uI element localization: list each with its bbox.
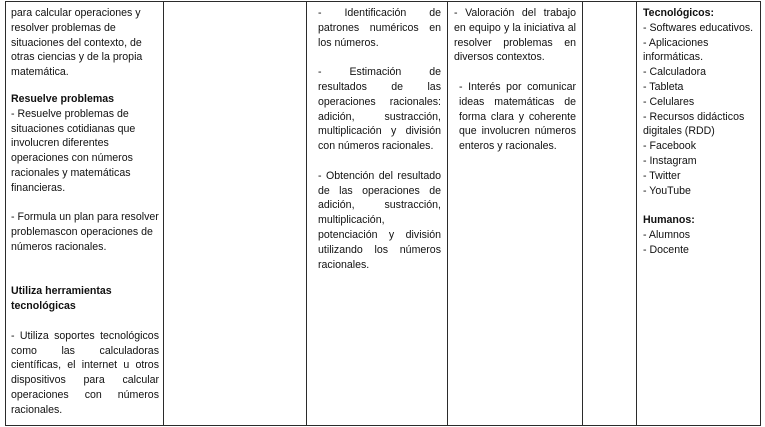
intro-text: para calcular operaciones y resolver problemas de situaciones del contexto, de otras ciencias y de la propia matemática. (11, 7, 143, 79)
list-item: - Docente (643, 243, 689, 256)
list-item: - Recursos didácticos digitales (RDD) (643, 110, 745, 138)
list-item: - Tableta (643, 80, 684, 93)
content-cell (307, 2, 448, 426)
table-row (6, 2, 761, 426)
capacities-cell (6, 2, 164, 426)
list-item: - Facebook (643, 140, 696, 153)
resuelve-heading: Resuelve problemas (11, 92, 115, 105)
tech-resources-heading: Tecnológicos: (643, 7, 715, 19)
resuelve-item-1: - Resuelve problemas de situaciones cotidianas que involucren diferentes operaciones con números racionales y matemáticas financieras. (11, 107, 136, 194)
list-item: - Alumnos (643, 228, 691, 241)
tech-resources-list (643, 21, 754, 199)
planning-table (5, 1, 761, 426)
list-item: - Instagram (643, 154, 697, 167)
herramientas-item-1: - Utiliza soportes tecnológicos como las calculadoras científicas, el internet u otros dispositivos para calcular operaciones con números racionales. (11, 329, 159, 416)
resources-cell (637, 2, 761, 426)
list-item: - Aplicaciones informáticas. (643, 36, 709, 64)
attitudes-cell (448, 2, 583, 426)
human-resources-heading: Humanos: (643, 214, 695, 227)
attitude-item-2: - Interés por comunicar ideas matemáticas de forma clara y coherente que involucren números enteros y racionales. (459, 80, 576, 153)
list-item: - Celulares (643, 95, 695, 108)
attitude-item-1: - Valoración del trabajo en equipo y la iniciativa al resolver problemas en diversos contextos. (454, 7, 576, 64)
content-item-1: - Identificación de patrones numéricos en los números. (318, 7, 441, 49)
content-item-2: - Estimación de resultados de las operaciones racionales: adición, sustracción, multiplicación y división con números racionales. (318, 66, 441, 153)
herramientas-heading: Utiliza herramientas tecnológicas (11, 285, 112, 313)
list-item: - YouTube (643, 184, 691, 197)
list-item: - Twitter (643, 169, 681, 182)
content-item-3: - Obtención del resultado de las operaciones de adición, sustracción, multiplicación, potenciación y división utilizando los números racionales. (318, 169, 441, 271)
empty-cell-2 (164, 2, 307, 426)
list-item: - Softwares educativos. (643, 21, 754, 34)
resuelve-item-2: - Formula un plan para resolver problemascon operaciones de números racionales. (11, 211, 159, 253)
list-item: - Calculadora (643, 66, 707, 79)
empty-cell-5 (583, 2, 637, 426)
human-resources-list (643, 228, 754, 258)
